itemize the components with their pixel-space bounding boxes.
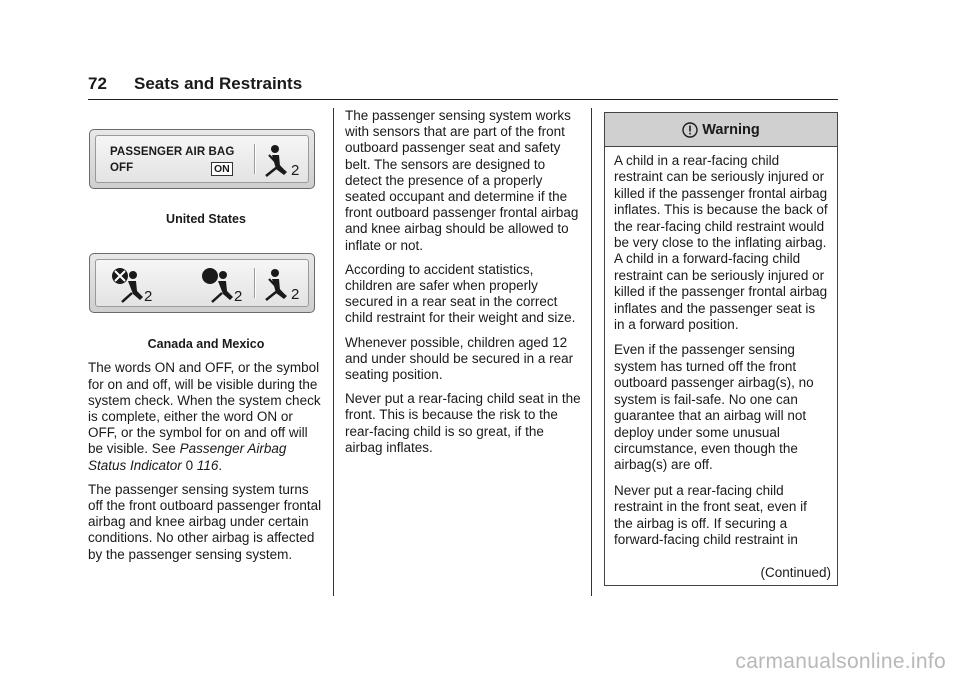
seated-passenger-belt-icon: [263, 142, 309, 182]
seated-passenger-belt-icon: [263, 266, 309, 306]
panel-divider: [254, 268, 256, 298]
paragraph-sensors: The passenger sensing system works with sensors that are part of the front outboard passenger seat and safety belt. The sensors are designed to detect the presence of a properly seated occupant and determine if the front outboard passenger frontal airbag and knee airbag should be allowed to inflate or not.: [345, 108, 579, 253]
airbag-on-icon: [200, 266, 248, 306]
airbag-on-digit: 2: [234, 288, 243, 306]
caption-united-states: United States: [166, 212, 246, 226]
column-left: [88, 108, 324, 571]
page-number: 72: [88, 74, 107, 93]
seat-digit: 2: [291, 286, 300, 304]
cross-reference-link[interactable]: Passenger Airbag Status Indicator: [88, 441, 287, 473]
column-middle: [345, 108, 581, 464]
seat-digit: 2: [291, 162, 300, 179]
airbag-indicator-panel-canada-mexico: [89, 253, 315, 313]
warning-body: [605, 147, 837, 548]
warning-paragraph: A child in a rear-facing child restraint can be seriously injured or killed if the passenger frontal airbag inflates. This is because the back of the rear-facing child restraint would be very close to the inflating airbag. A child in a forward-facing child restraint can be seriously injured or killed if the passenger frontal airbag inflates and the passenger seat is in a forward position.: [614, 153, 828, 333]
column-divider: [591, 108, 592, 596]
cross-reference-page[interactable]: 116: [196, 457, 219, 473]
paragraph-sensing-turns-off: The passenger sensing system turns off the front outboard passenger frontal airbag and knee airbag under certain conditions. No other airbag is affected by the passenger sensing system.: [88, 481, 322, 562]
paragraph-text: The words ON and OFF, or the symbol for on and off, will be visible during the system check. When the system check is complete, either the word ON or OFF, or the symbol for on and off will be visible. See: [88, 360, 321, 457]
caption-canada-mexico: Canada and Mexico: [147, 337, 265, 352]
warning-icon: [682, 122, 698, 138]
paragraph-rear-seating: Whenever possible, children aged 12 and under should be secured in a rear seating position.: [345, 334, 574, 383]
paragraph-system-check: [88, 360, 324, 473]
warning-paragraph: Never put a rear-facing child restraint in the front seat, even if the airbag is off. If securing a forward-facing child restraint in: [614, 482, 807, 547]
on-indicator: ON: [211, 162, 233, 176]
warning-paragraph: Even if the passenger sensing system has turned off the front outboard passenger airbag(s), no system is fail-safe. No one can guarantee that an airbag will not deploy under some unusual circumstance, even though the airbag(s) are off.: [614, 342, 814, 473]
section-title: Seats and Restraints: [134, 74, 303, 93]
watermark: carmanualsonline.info: [735, 650, 946, 673]
airbag-indicator-panel-us: [89, 129, 315, 189]
paragraph-end: .: [218, 457, 223, 473]
panel-text-line1: PASSENGER AIR BAG: [110, 146, 235, 158]
paragraph-rear-facing-front: Never put a rear-facing child seat in the front. This is because the risk to the rear-facing child is so great, if the airbag inflates.: [345, 391, 581, 455]
panel-divider: [254, 144, 256, 174]
column-divider: [333, 108, 334, 596]
page-ref-icon: 0: [185, 457, 194, 473]
airbag-off-digit: 2: [144, 288, 153, 306]
paragraph-statistics: According to accident statistics, children are safer when properly secured in a rear seat in the correct child restraint for their weight and size.: [345, 261, 576, 326]
warning-header: [605, 113, 837, 147]
continued-label: (Continued): [760, 565, 831, 580]
warning-title: Warning: [702, 121, 760, 138]
airbag-off-icon: [110, 266, 158, 306]
panel-text-line2: OFF: [110, 162, 134, 174]
warning-box: [604, 112, 838, 586]
page-header: [88, 70, 838, 100]
